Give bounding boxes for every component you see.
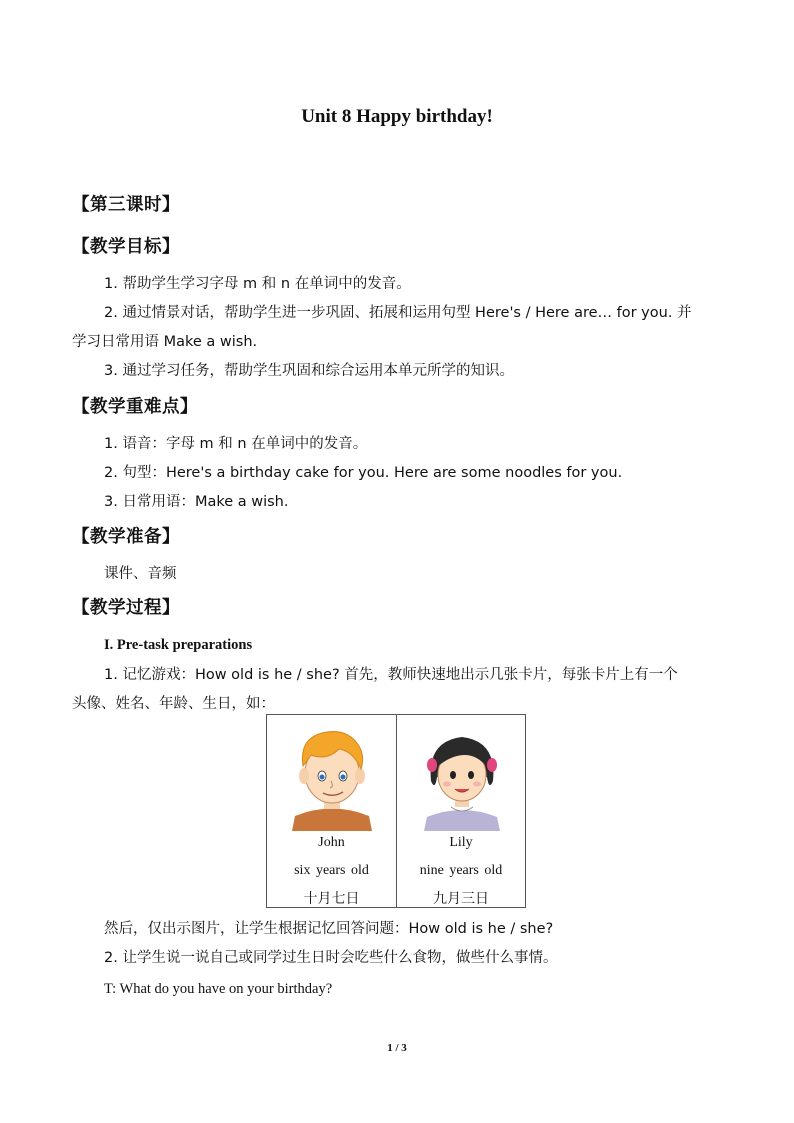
process-item-1-line1: 1. 记忆游戏：How old is he / she? 首先，教师快速地出示几张卡片，每张卡片上有一个 bbox=[104, 667, 678, 683]
card-name: John bbox=[318, 835, 345, 850]
character-cards-table bbox=[266, 714, 526, 908]
document-title: Unit 8 Happy birthday! bbox=[301, 106, 493, 127]
lesson-heading: 【第三课时】 bbox=[72, 195, 180, 215]
card-name: Lily bbox=[449, 835, 473, 850]
process-heading: 【教学过程】 bbox=[72, 598, 180, 618]
boy-avatar-icon bbox=[287, 721, 377, 831]
card-age: six years old bbox=[294, 863, 369, 878]
process-item-2: 2. 让学生说一说自己或同学过生日时会吃些什么食物，做些什么事情。 bbox=[104, 950, 558, 966]
key-points-heading: 【教学重难点】 bbox=[72, 397, 198, 417]
card-lily bbox=[396, 715, 525, 907]
key-point-2: 2. 句型：Here's a birthday cake for you. Here are some noodles for you. bbox=[104, 465, 623, 481]
objective-1: 1. 帮助学生学习字母 m 和 n 在单词中的发音。 bbox=[104, 276, 411, 292]
objective-2-line2: 学习日常用语 Make a wish. bbox=[72, 334, 258, 350]
key-point-3: 3. 日常用语：Make a wish. bbox=[104, 494, 289, 510]
preparation-text: 课件、音频 bbox=[104, 566, 177, 582]
process-item-1-line2: 头像、姓名、年龄、生日，如： bbox=[72, 696, 275, 712]
key-point-1: 1. 语音：字母 m 和 n 在单词中的发音。 bbox=[104, 436, 368, 452]
objective-3: 3. 通过学习任务，帮助学生巩固和综合运用本单元所学的知识。 bbox=[104, 363, 514, 379]
card-john bbox=[267, 715, 396, 907]
girl-avatar-icon bbox=[417, 721, 507, 831]
card-birthday: 九月三日 bbox=[433, 891, 489, 907]
teacher-line: T: What do you have on your birthday? bbox=[104, 981, 333, 997]
card-birthday: 十月七日 bbox=[303, 891, 360, 907]
page-number: 1 / 3 bbox=[387, 1042, 407, 1054]
objectives-heading: 【教学目标】 bbox=[72, 237, 180, 257]
card-age: nine years old bbox=[419, 863, 503, 878]
preparation-heading: 【教学准备】 bbox=[72, 527, 180, 547]
process-then-text: 然后，仅出示图片，让学生根据记忆回答问题：How old is he / she? bbox=[104, 921, 554, 937]
pre-task-subheading: I. Pre-task preparations bbox=[104, 637, 253, 653]
objective-2-line1: 2. 通过情景对话，帮助学生进一步巩固、拓展和运用句型 Here's / Here are… for you. 并 bbox=[104, 305, 692, 321]
